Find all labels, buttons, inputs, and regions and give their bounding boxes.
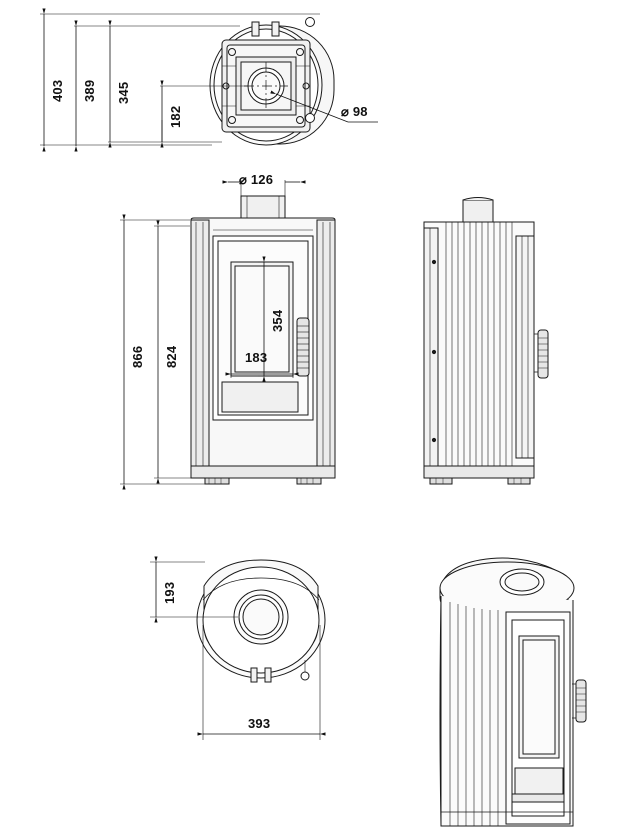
dimension-label-183: 183 — [245, 350, 268, 365]
dimension-label-403: 403 — [50, 79, 65, 102]
dimension-label-182: 182 — [168, 105, 183, 128]
dimension-label-393: 393 — [248, 716, 271, 731]
dimension-label-354: 354 — [270, 309, 285, 332]
dimension-label-389: 389 — [82, 79, 97, 102]
plan-view-geometry — [197, 560, 325, 682]
dimension-label-866: 866 — [130, 345, 145, 368]
side-view-geometry — [424, 198, 548, 485]
dimension-label-193: 193 — [162, 581, 177, 604]
top-view-geometry — [210, 18, 334, 146]
dimension-label-345: 345 — [116, 81, 131, 104]
dimension-label-126: ⌀ 126 — [239, 172, 274, 187]
perspective-view-geometry — [440, 558, 586, 826]
dimension-label-98: ⌀ 98 — [341, 104, 368, 119]
dimension-label-824: 824 — [164, 345, 179, 368]
front-view-geometry — [191, 196, 335, 484]
